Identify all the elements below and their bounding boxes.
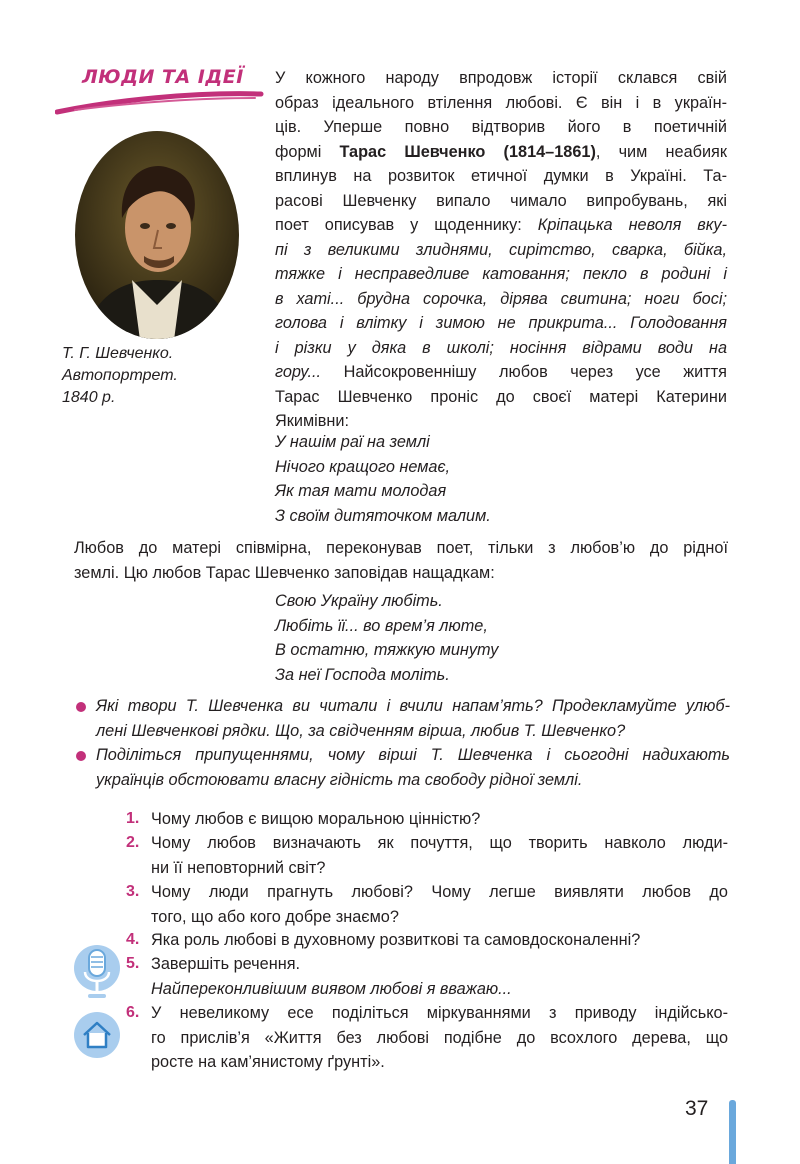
- poem-line: Любіть її... во врем’я люте,: [275, 616, 488, 635]
- text-line: Завершіть речення.: [151, 955, 301, 973]
- poem-line: Нічого кращого немає,: [275, 457, 451, 476]
- text-line: того, що або кого добре знаємо?: [151, 907, 399, 926]
- text-line: Чому любов визначають як почуття, що творить навколо люди-: [151, 834, 728, 852]
- text-line: У невеликому есе поділіться міркуваннями з приводу індійсько-: [151, 1004, 728, 1022]
- shevchenko-portrait: [74, 130, 240, 340]
- page-edge-marker: [729, 1100, 736, 1164]
- question-item: [126, 952, 728, 1001]
- text-line: лені Шевченкові рядки. Що, за свідченням вірша, любив Т. Шевченко?: [96, 721, 626, 740]
- question-item: [126, 831, 728, 880]
- text-span: Найсокровеннішу любов через усе життя: [321, 363, 727, 381]
- question-number: 3.: [126, 883, 140, 900]
- caption-line: 1840 р.: [62, 389, 116, 406]
- text-line: [275, 213, 727, 238]
- question-item: [126, 1001, 728, 1075]
- portrait-caption: [62, 343, 242, 409]
- section-heading: ЛЮДИ ТА ІДЕЇ: [82, 66, 244, 88]
- text-line: Чому любов є вищою моральною цінністю?: [151, 810, 481, 828]
- question-number: 6.: [126, 1004, 140, 1021]
- question-number: 5.: [126, 955, 140, 972]
- question-item: [126, 807, 728, 832]
- question-number: 1.: [126, 810, 140, 827]
- text-line: Тарас Шевченко проніс до своєї матері Катерини: [275, 387, 727, 406]
- text-line: росте на кам’янистому ґрунті».: [151, 1053, 385, 1071]
- bullet-dot: [76, 751, 86, 761]
- diary-quote-line: голова і влітку і зимою не прикрита... Голодовання: [275, 314, 727, 332]
- poem-line: Як тая мати молодая: [275, 482, 447, 500]
- poem-mother: [275, 430, 491, 528]
- sentence-starter: Найпереконливішим виявом любові я вважаю...: [151, 979, 512, 998]
- poem-line: За неї Господа моліть.: [275, 665, 450, 684]
- text-line: У кожного народу впродовж історії склався свій: [275, 69, 727, 87]
- text-line: го прислів’я «Життя без любові подібне до всохлого дерева, що: [151, 1028, 728, 1047]
- text-line: [275, 360, 727, 385]
- question-item: [126, 880, 728, 929]
- heading-underline: [55, 86, 265, 116]
- diary-quote-line: пі з великими злиднями, сирітство, сварка, бійка,: [275, 240, 727, 259]
- text-line: ців. Уперше повно відтворив його в поетичній: [275, 118, 727, 136]
- poem-line: У нашім раї на землі: [275, 433, 430, 451]
- page-number: 37: [685, 1097, 709, 1120]
- diary-quote: гору...: [275, 363, 322, 381]
- middle-paragraph: [74, 536, 728, 585]
- poem-line: Свою Україну любіть.: [275, 592, 443, 610]
- text-line: ни її неповторний світ?: [151, 858, 326, 877]
- text-line: вплинув на розвиток етичної думки в Україні. Та-: [275, 167, 727, 185]
- text-line: [275, 140, 727, 165]
- text-line: Поділіться припущеннями, чому вірші Т. Шевченка і сьогодні надихають: [96, 746, 730, 764]
- text-line: Чому люди прагнуть любові? Чому легше виявляти любов до: [151, 883, 728, 901]
- diary-quote: Кріпацька неволя вку-: [537, 216, 727, 234]
- diary-quote-line: тяжке і несправедливе катовання; пекло в родині і: [275, 265, 727, 283]
- text-line: Яка роль любові в духовному розвиткові та самовдосконаленні?: [151, 931, 641, 949]
- microphone-icon: [73, 944, 121, 1006]
- text-line: землі. Цю любов Тарас Шевченко заповідав нащадкам:: [74, 563, 495, 582]
- bullet-dot: [76, 702, 86, 712]
- discussion-bullet: [74, 743, 730, 792]
- question-number: 4.: [126, 931, 140, 948]
- caption-line: Автопортрет.: [62, 367, 178, 384]
- text-span: поет описував у щоденнику:: [275, 216, 538, 234]
- author-name: Тарас Шевченко (1814–1861): [339, 142, 596, 161]
- text-line: Які твори Т. Шевченка ви читали і вчили напам’ять? Продекламуйте улюб-: [96, 697, 730, 715]
- discussion-bullet: [74, 694, 730, 743]
- text-line: образ ідеального втілення любові. Є він і в україн-: [275, 93, 727, 112]
- question-number: 2.: [126, 834, 140, 851]
- diary-quote-line: в хаті... брудна сорочка, дірява свитина; ноги босі;: [275, 289, 727, 308]
- poem-line: З своїм дитяточком малим.: [275, 506, 491, 525]
- text-line: Любов до матері співмірна, переконував поет, тільки з любов’ю до рідної: [74, 539, 728, 557]
- caption-line: Т. Г. Шевченко.: [62, 345, 174, 362]
- poem-ukraine: [275, 589, 498, 687]
- text-span: , чим неабияк: [595, 142, 727, 161]
- text-span: формі: [275, 142, 340, 161]
- text-line: расові Шевченку випало чимало випробувань, які: [275, 191, 727, 210]
- text-line: Якимівни:: [275, 412, 350, 430]
- intro-paragraph: [275, 66, 727, 434]
- text-line: українців обстоювати власну гідність та свободу рідної землі.: [96, 770, 583, 789]
- diary-quote-line: і різки у дяка в школі; носіння відрами води на: [275, 338, 727, 357]
- poem-line: В остатню, тяжкую минуту: [275, 641, 499, 659]
- question-item: [126, 928, 728, 953]
- home-icon: [73, 1011, 121, 1059]
